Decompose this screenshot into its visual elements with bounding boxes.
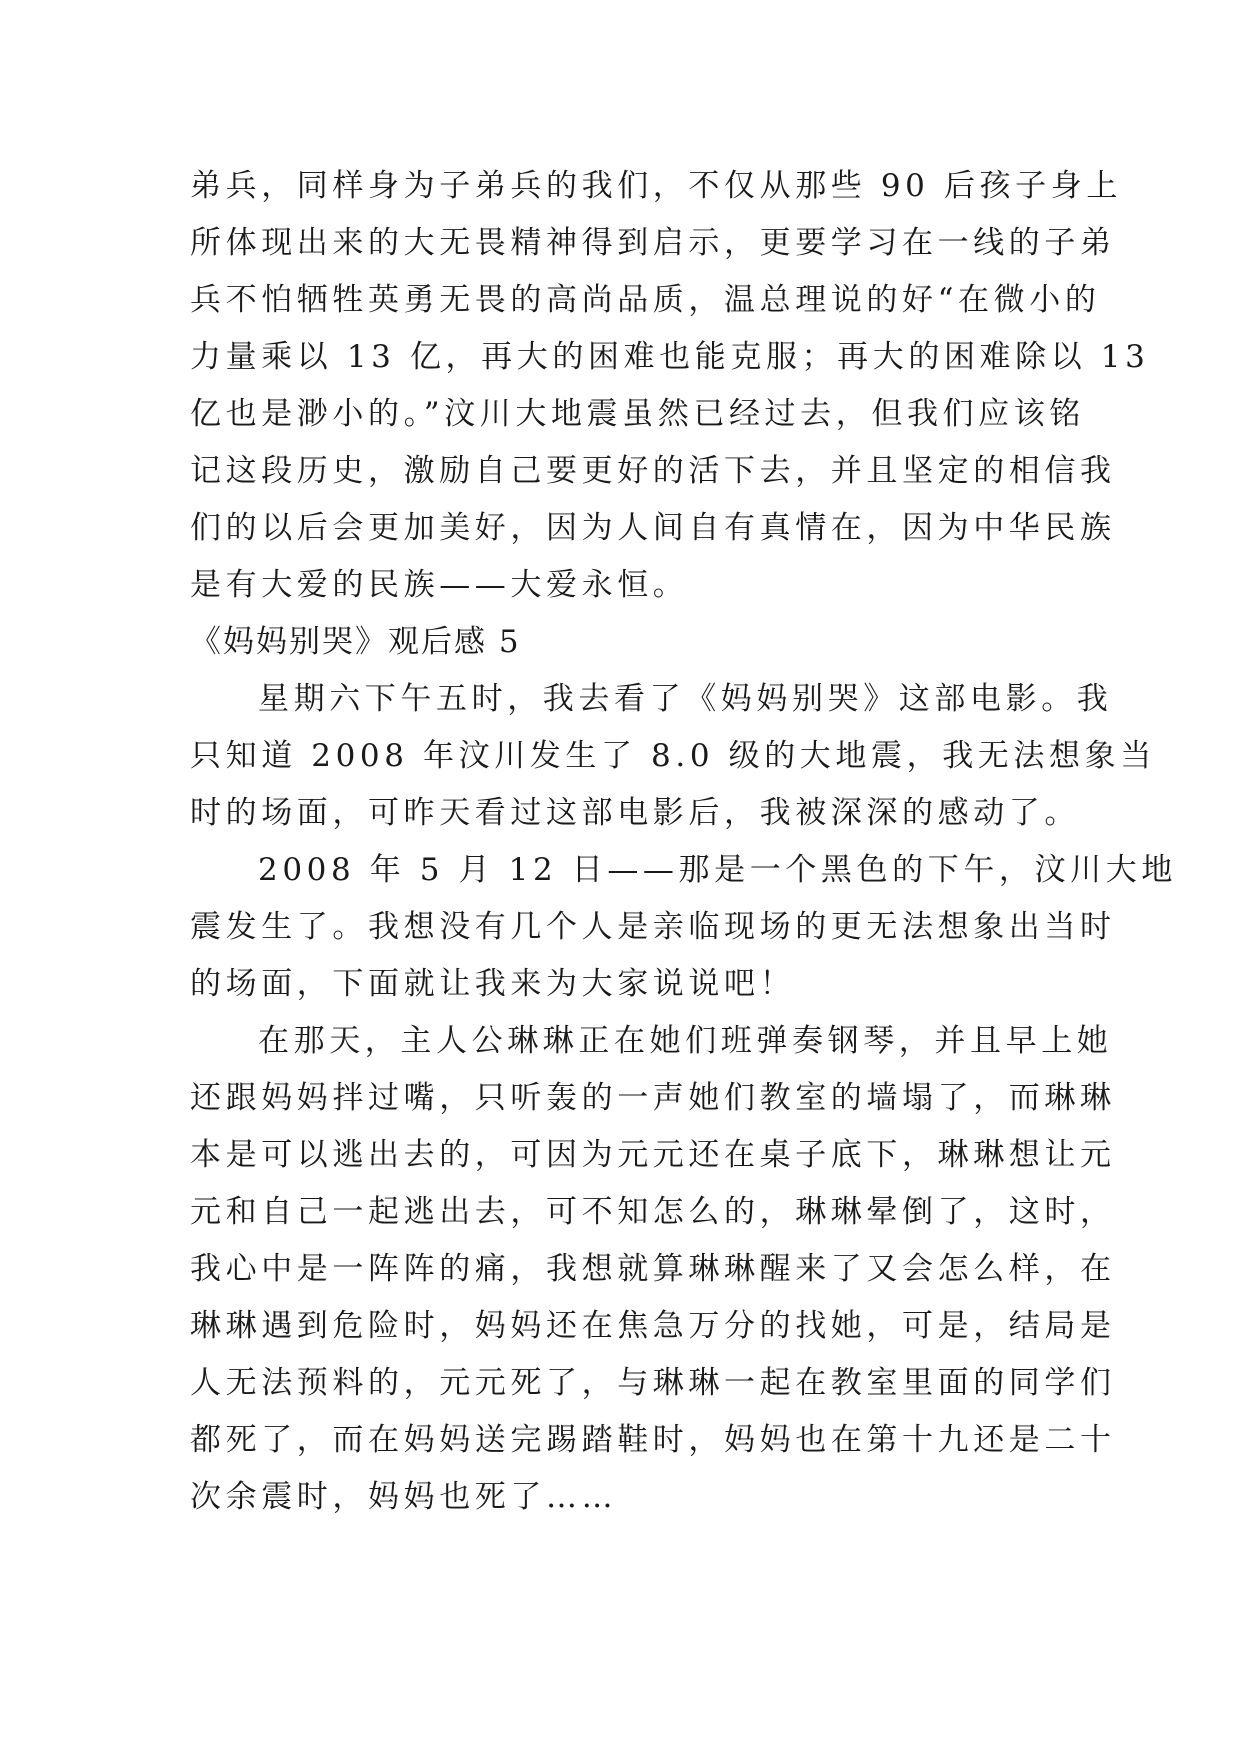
text-line: 兵不怕牺牲英勇无畏的高尚品质，温总理说的好“在微小的: [190, 282, 1101, 318]
paragraph-line: 时的场面，可昨天看过这部电影后，我被深深的感动了。: [190, 795, 1080, 831]
paragraph-line: 在那天，主人公琳琳正在她们班弹奏钢琴，并且早上她: [258, 1023, 1113, 1059]
paragraph-line: 的场面，下面就让我来为大家说说吧！: [190, 966, 796, 1002]
paragraph-line: 次余震时，妈妈也死了……: [190, 1479, 618, 1515]
text-line: 弟兵，同样身为子弟兵的我们，不仅从那些 90 后孩子身上: [190, 168, 1122, 204]
paragraph-line: 本是可以逃出去的，可因为元元还在桌子底下，琳琳想让元: [190, 1137, 1116, 1173]
text-line: 力量乘以 13 亿，再大的困难也能克服；再大的困难除以 13: [190, 339, 1150, 375]
paragraph-line: 都死了，而在妈妈送完踢踏鞋时，妈妈也在第十九还是二十: [190, 1422, 1116, 1458]
paragraph-line: 元和自己一起逃出去，可不知怎么的，琳琳晕倒了，这时，: [190, 1194, 1116, 1230]
document-body: [190, 158, 1177, 1526]
section-heading: 《妈妈别哭》观后感 5: [190, 624, 521, 660]
text-line: 所体现出来的大无畏精神得到启示，更要学习在一线的子弟: [190, 225, 1116, 261]
paragraph-line: 2008 年 5 月 12 日——那是一个黑色的下午，汶川大地: [258, 852, 1177, 888]
paragraph-line: 我心中是一阵阵的痛，我想就算琳琳醒来了又会怎么样，在: [190, 1251, 1116, 1287]
paragraph-line: 还跟妈妈拌过嘴，只听轰的一声她们教室的墙塌了，而琳琳: [190, 1080, 1116, 1116]
paragraph-line: 琳琳遇到危险时，妈妈还在焦急万分的找她，可是，结局是: [190, 1308, 1116, 1344]
paragraph-line: 人无法预料的，元元死了，与琳琳一起在教室里面的同学们: [190, 1365, 1116, 1401]
text-line: 是有大爱的民族——大爱永恒。: [190, 567, 689, 603]
paragraph-line: 星期六下午五时，我去看了《妈妈别哭》这部电影。我: [258, 681, 1113, 717]
text-line: 亿也是渺小的。”汶川大地震虽然已经过去，但我们应该铭: [190, 396, 1085, 432]
paragraph-line: 震发生了。我想没有几个人是亲临现场的更无法想象出当时: [190, 909, 1116, 945]
paragraph-line: 只知道 2008 年汶川发生了 8.0 级的大地震，我无法想象当: [190, 738, 1156, 774]
text-line: 记这段历史，激励自己要更好的活下去，并且坚定的相信我: [190, 453, 1116, 489]
text-line: 们的以后会更加美好，因为人间自有真情在，因为中华民族: [190, 510, 1116, 546]
